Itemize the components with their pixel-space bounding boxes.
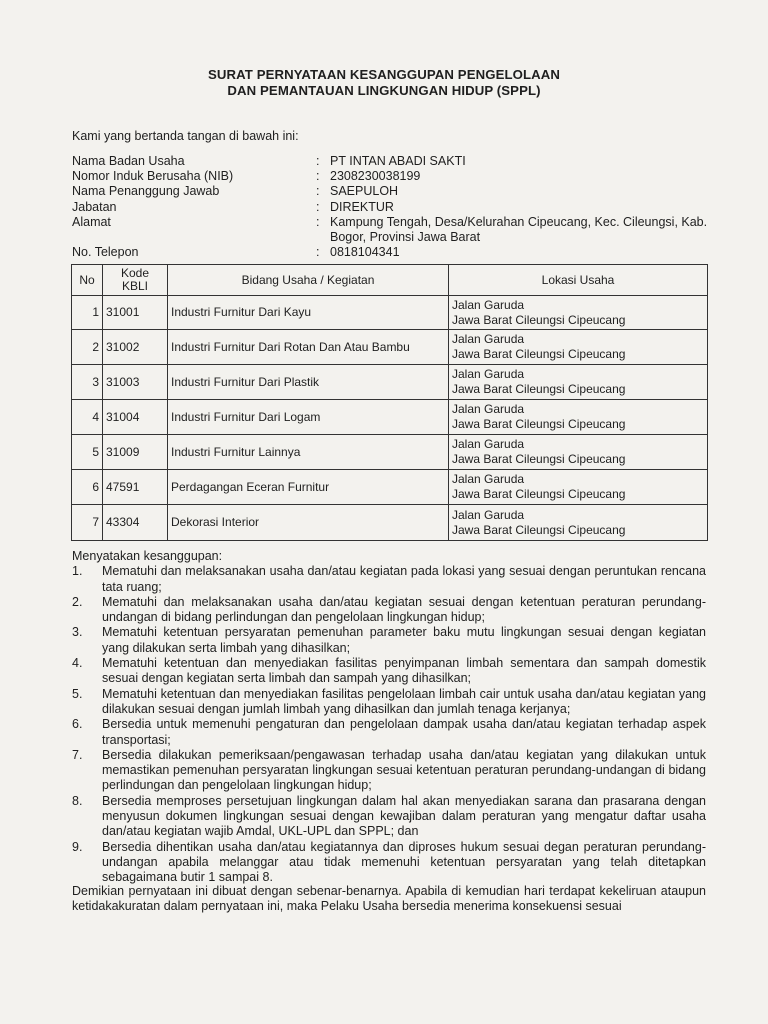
lokasi-line-1: Jalan Garuda xyxy=(452,332,525,346)
item-number: 7. xyxy=(72,747,83,762)
title-line-1: SURAT PERNYATAAN KESANGGUPAN PENGELOLAAN xyxy=(207,67,561,82)
field-value: SAEPULOH xyxy=(330,184,399,199)
item-text: Mematuhi ketentuan persyaratan pemenuhan parameter baku mutu lingkungan sesuai dengan kegiatan yang dilakukan serta limbah yang dihasilkan; xyxy=(102,625,706,655)
statements-section xyxy=(72,549,706,886)
field-jabatan xyxy=(72,200,712,215)
item-number: 5. xyxy=(72,686,83,701)
field-nama-badan-usaha xyxy=(72,154,712,169)
cell-bidang: Industri Furnitur Dari Kayu xyxy=(168,296,449,330)
table-row xyxy=(72,435,708,470)
field-value: Kampung Tengah, Desa/Kelurahan Cipeucang, Kec. Cileungsi, Kab. Bogor, Provinsi Jawa Barat xyxy=(330,214,708,245)
field-colon: : xyxy=(316,245,320,260)
header-kode-kbli xyxy=(103,265,168,296)
table-row xyxy=(72,505,708,541)
cell-lokasi xyxy=(449,435,708,470)
list-item xyxy=(72,840,706,886)
lokasi-line-1: Jalan Garuda xyxy=(452,297,525,312)
item-number: 8. xyxy=(72,793,83,808)
cell-no: 7 xyxy=(72,505,103,541)
list-item xyxy=(72,687,706,718)
cell-no: 1 xyxy=(72,296,103,330)
field-label: Jabatan xyxy=(72,199,117,214)
lokasi-line-1: Jalan Garuda xyxy=(452,437,525,451)
field-label: Alamat xyxy=(72,214,111,229)
list-item xyxy=(72,564,706,595)
table-row xyxy=(72,470,708,505)
lokasi-line-2: Jawa Barat Cileungsi Cipeucang xyxy=(452,452,626,466)
item-number: 9. xyxy=(72,839,83,854)
statements-list xyxy=(72,564,706,885)
list-item xyxy=(72,656,706,687)
lokasi-line-2: Jawa Barat Cileungsi Cipeucang xyxy=(452,382,626,396)
kbli-table xyxy=(71,264,708,541)
cell-kode: 31001 xyxy=(103,296,168,330)
cell-no: 5 xyxy=(72,435,103,470)
cell-lokasi xyxy=(449,470,708,505)
cell-kode: 31003 xyxy=(103,365,168,400)
header-bidang-usaha: Bidang Usaha / Kegiatan xyxy=(168,265,449,296)
field-colon: : xyxy=(316,169,320,184)
item-number: 4. xyxy=(72,656,83,671)
item-text: Bersedia dihentikan usaha dan/atau kegiatannya dan diproses hukum sesuai degan peraturan perundang-undangan apabila melanggar atau tidak memenuhi ketentuan persyaratan yang telah ditetapkan sebagaimana butir 1 sampai 8. xyxy=(102,839,706,885)
field-label: Nama Badan Usaha xyxy=(72,154,185,168)
item-text: Mematuhi dan melaksanakan usaha dan/atau kegiatan sesuai dengan ketentuan peraturan perundang-undangan di bidang perlindungan dan pengelolaan lingkungan hidup; xyxy=(102,594,706,625)
lokasi-line-1: Jalan Garuda xyxy=(452,507,525,522)
lokasi-line-1: Jalan Garuda xyxy=(452,472,525,486)
header-kode-text: Kode KBLI xyxy=(120,266,150,293)
title-line-2: DAN PEMANTAUAN LINGKUNGAN HIDUP (SPPL) xyxy=(227,83,541,98)
field-label: No. Telepon xyxy=(72,245,139,260)
cell-bidang: Perdagangan Eceran Furnitur xyxy=(168,470,449,505)
cell-kode: 47591 xyxy=(103,470,168,505)
list-item xyxy=(72,625,706,656)
item-text: Mematuhi dan melaksanakan usaha dan/atau kegiatan pada lokasi yang sesuai dengan peruntukan rencana tata ruang; xyxy=(102,564,706,594)
list-item xyxy=(72,717,706,748)
field-value: 2308230038199 xyxy=(330,169,421,184)
cell-bidang: Industri Furnitur Lainnya xyxy=(168,435,449,470)
lokasi-line-2: Jawa Barat Cileungsi Cipeucang xyxy=(452,487,626,501)
document-title xyxy=(0,67,768,99)
field-colon: : xyxy=(316,214,320,229)
closing-paragraph: Demikian pernyataan ini dibuat dengan sebenar-benarnya. Apabila di kemudian hari terdapat kekeliruan ataupun ketidakakuratan dalam pernyataan ini, maka Pelaku Usaha bersedia menerima konsekuensi sesuai xyxy=(72,884,706,914)
list-item xyxy=(72,595,706,626)
table-header-row xyxy=(72,265,708,296)
list-item xyxy=(72,748,706,794)
cell-lokasi xyxy=(449,296,708,330)
lokasi-line-1: Jalan Garuda xyxy=(452,402,525,416)
item-text: Mematuhi ketentuan dan menyediakan fasilitas pengelolaan limbah cair untuk usaha dan/atau kegiatan yang dilakukan sesuai dengan jumlah limbah yang dihasilkan dan jumlah tenaga kerjanya; xyxy=(102,686,706,716)
identity-fields xyxy=(72,154,712,260)
lokasi-line-2: Jawa Barat Cileungsi Cipeucang xyxy=(452,312,626,327)
field-label: Nama Penanggung Jawab xyxy=(72,184,220,199)
cell-no: 4 xyxy=(72,400,103,435)
cell-no: 3 xyxy=(72,365,103,400)
field-value: DIREKTUR xyxy=(330,199,394,214)
lokasi-line-2: Jawa Barat Cileungsi Cipeucang xyxy=(452,417,626,431)
statements-lead: Menyatakan kesanggupan: xyxy=(72,549,223,563)
item-number: 2. xyxy=(72,594,83,609)
field-colon: : xyxy=(316,154,320,168)
item-text: Bersedia memproses persetujuan lingkungan dalam hal akan menyediakan sarana dan prasarana dengan menyusun dokumen lingkungan sesuai dengan kewajiban dalam peraturan yang mengatur daftar usaha dan/atau kegiatan wajib Amdal, UKL-UPL dan SPPL; dan xyxy=(102,793,706,839)
table-row xyxy=(72,296,708,330)
header-no: No xyxy=(72,265,103,296)
item-number: 3. xyxy=(72,625,83,640)
lokasi-line-2: Jawa Barat Cileungsi Cipeucang xyxy=(452,522,626,537)
item-text: Mematuhi ketentuan dan menyediakan fasilitas penyimpanan limbah sementara dan sampah domestik sesuai dengan kegiatan serta limbah dan sampah yang dihasilkan; xyxy=(102,656,706,686)
cell-kode: 31004 xyxy=(103,400,168,435)
cell-bidang: Industri Furnitur Dari Rotan Dan Atau Bambu xyxy=(168,330,449,365)
item-number: 1. xyxy=(72,564,83,579)
cell-lokasi xyxy=(449,400,708,435)
field-telepon xyxy=(72,245,712,260)
list-item xyxy=(72,794,706,840)
intro-text: Kami yang bertanda tangan di bawah ini: xyxy=(72,129,299,143)
cell-no: 2 xyxy=(72,330,103,365)
cell-lokasi xyxy=(449,505,708,541)
table-row xyxy=(72,400,708,435)
cell-lokasi xyxy=(449,365,708,400)
cell-lokasi xyxy=(449,330,708,365)
field-value: PT INTAN ABADI SAKTI xyxy=(330,154,466,168)
field-alamat xyxy=(72,215,712,245)
lokasi-line-1: Jalan Garuda xyxy=(452,367,525,381)
cell-bidang: Industri Furnitur Dari Logam xyxy=(168,400,449,435)
cell-kode: 31002 xyxy=(103,330,168,365)
cell-no: 6 xyxy=(72,470,103,505)
item-number: 6. xyxy=(72,717,83,732)
header-lokasi-usaha: Lokasi Usaha xyxy=(449,265,708,296)
cell-bidang: Industri Furnitur Dari Plastik xyxy=(168,365,449,400)
field-nib xyxy=(72,169,712,184)
field-colon: : xyxy=(316,199,320,214)
lokasi-line-2: Jawa Barat Cileungsi Cipeucang xyxy=(452,347,626,361)
field-penanggung-jawab xyxy=(72,184,712,199)
field-colon: : xyxy=(316,184,320,199)
field-label: Nomor Induk Berusaha (NIB) xyxy=(72,169,234,184)
field-value: 0818104341 xyxy=(330,245,400,260)
item-text: Bersedia untuk memenuhi pengaturan dan pengelolaan dampak usaha dan/atau kegiatan terhadap aspek transportasi; xyxy=(102,717,706,747)
table-row xyxy=(72,365,708,400)
item-text: Bersedia dilakukan pemeriksaan/pengawasan terhadap usaha dan/atau kegiatan yang dilakukan untuk memastikan pemenuhan persyaratan lingkungan sesuai ketentuan peraturan perundang-undangan di bidang perlindungan dan pengelolaan lingkungan hidup; xyxy=(102,747,706,793)
table-row xyxy=(72,330,708,365)
cell-kode: 31009 xyxy=(103,435,168,470)
cell-kode: 43304 xyxy=(103,505,168,541)
cell-bidang: Dekorasi Interior xyxy=(168,505,449,541)
